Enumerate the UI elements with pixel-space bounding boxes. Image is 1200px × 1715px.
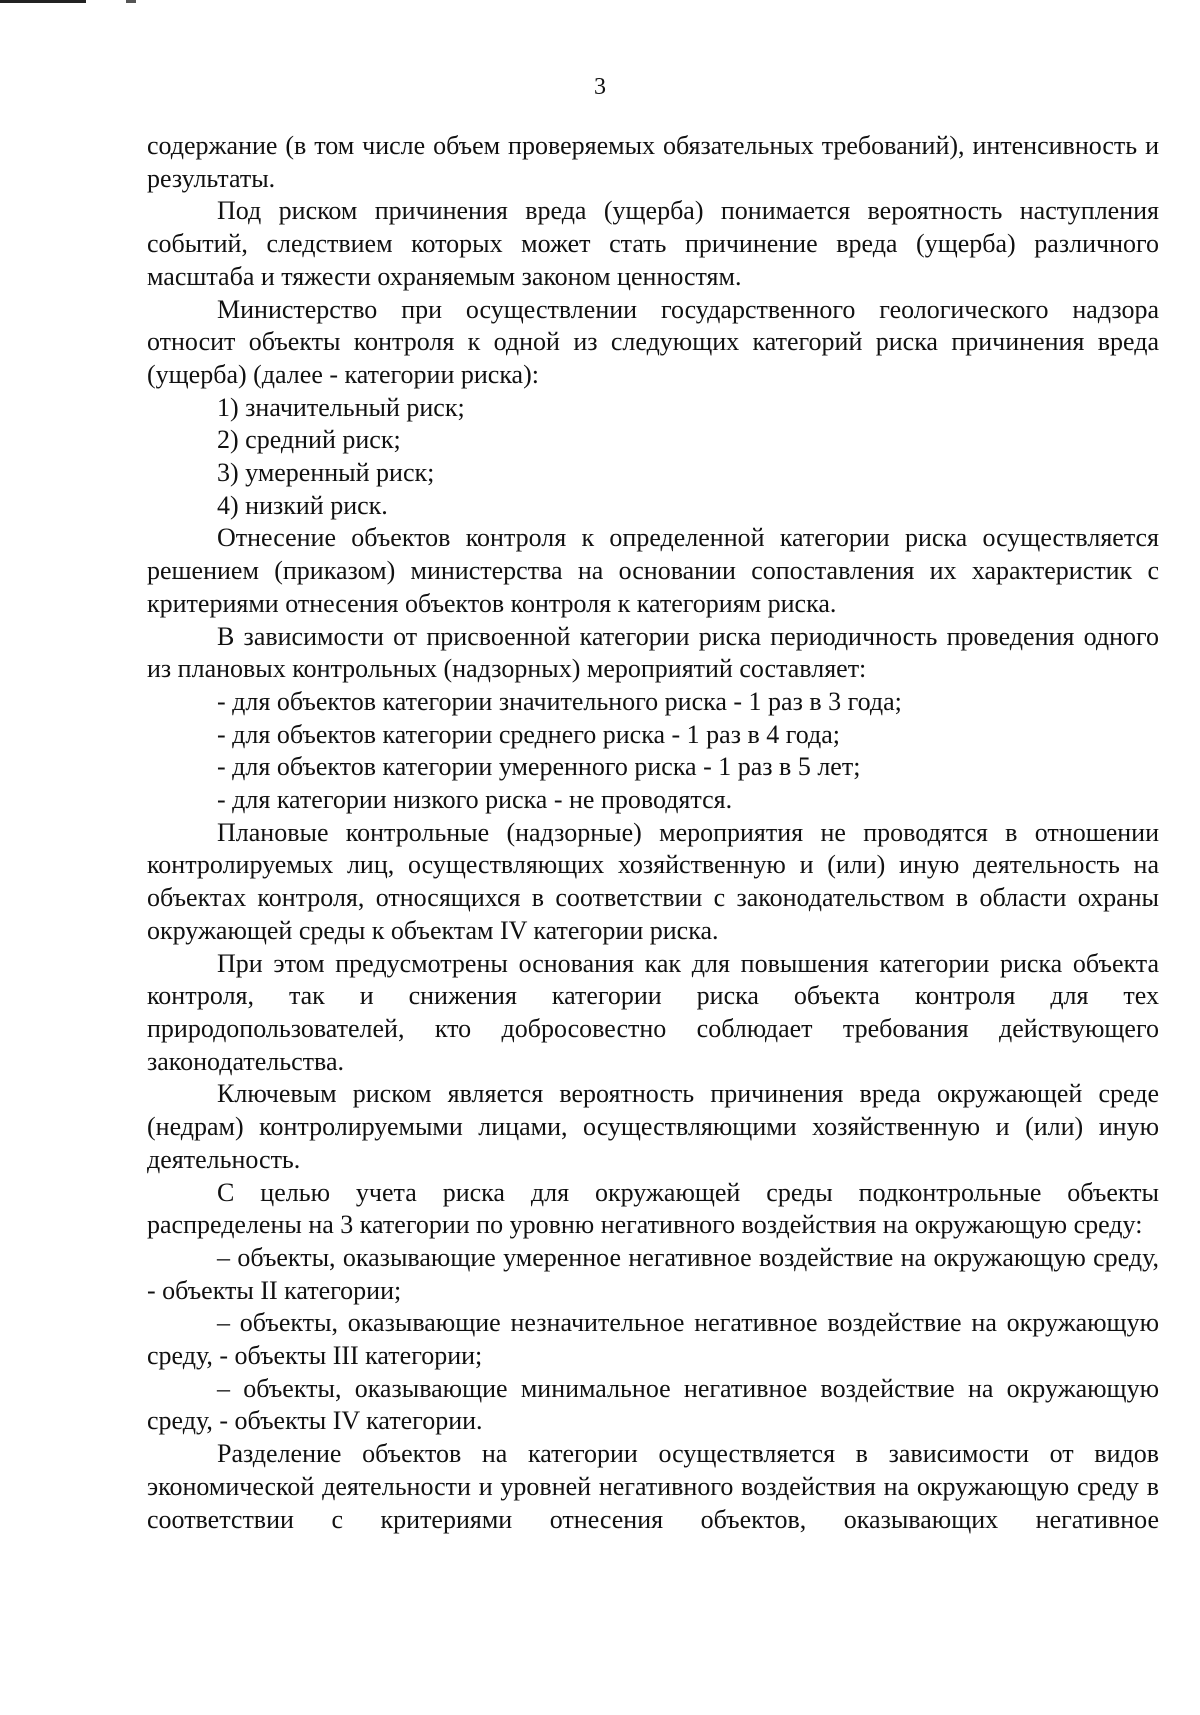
list-item-risk-moderate: 3) умеренный риск; xyxy=(217,458,435,488)
list-item-frequency-low: - для категории низкого риска - не проводятся. xyxy=(217,785,733,815)
list-item-risk-significant: 1) значительный риск; xyxy=(217,392,465,422)
list-item-frequency-moderate: - для объектов категории умеренного риска - 1 раз в 5 лет; xyxy=(217,752,861,782)
paragraph-environment-categories: С целью учета риска для окружающей среды подконтрольные объекты распределены на 3 категории по уровню негативного воздействия на окружающую среду: xyxy=(147,1177,1159,1240)
paragraph-category-change-grounds: При этом предусмотрены основания как для повышения категории риска объекта контроля, так и снижения категории риска объекта контроля для тех природопользователей, кто добросовестно соблюдает требования действующего законодательства. xyxy=(147,948,1159,1076)
list-item-risk-low: 4) низкий риск. xyxy=(217,490,388,520)
paragraph-risk-definition: Под риском причинения вреда (ущерба) понимается вероятность наступления событий, следствием которых может стать причинение вреда (ущерба) различного масштаба и тяжести охраняемым законом ценностям. xyxy=(147,196,1159,291)
paragraph-category-division: Разделение объектов на категории осуществляется в зависимости от видов экономической деятельности и уровней негативного воздействия на окружающую среду в соответствии с критериями отнесения объектов, оказывающих негативное xyxy=(147,1439,1159,1534)
paragraph-inspection-frequency: В зависимости от присвоенной категории риска периодичность проведения одного из плановых контрольных (надзорных) мероприятий составляет: xyxy=(147,621,1159,684)
document-body xyxy=(147,130,1159,1536)
page-number: 3 xyxy=(594,74,606,100)
scan-edge-mark xyxy=(0,0,86,3)
paragraph-key-risk: Ключевым риском является вероятность причинения вреда окружающей среде (недрам) контролируемыми лицами, осуществляющими хозяйственную и (или) иную деятельность. xyxy=(147,1079,1159,1174)
paragraph-planned-exemption: Плановые контрольные (надзорные) мероприятия не проводятся в отношении контролируемых лиц, осуществляющих хозяйственную и (или) иную деятельность на объектах контроля, относящихся в соответствии с законодательством в области охраны окружающей среды к объектам IV категории риска. xyxy=(147,817,1159,945)
list-item-frequency-medium: - для объектов категории среднего риска - 1 раз в 4 года; xyxy=(217,719,840,749)
list-item-category-iii: – объекты, оказывающие незначительное негативное воздействие на окружающую среду, - объекты III категории; xyxy=(147,1308,1159,1371)
paragraph-risk-categories-intro: Министерство при осуществлении государственного геологического надзора относит объекты контроля к одной из следующих категорий риска причинения вреда (ущерба) (далее - категории риска): xyxy=(147,294,1159,389)
list-item-category-iv: – объекты, оказывающие минимальное негативное воздействие на окружающую среду, - объекты IV категории. xyxy=(147,1373,1159,1436)
list-item-risk-medium: 2) средний риск; xyxy=(217,425,401,455)
paragraph-subject-content: содержание (в том числе объем проверяемых обязательных требований), интенсивность и результаты. xyxy=(147,131,1159,193)
scan-edge-dot xyxy=(126,0,136,3)
list-item-frequency-significant: - для объектов категории значительного риска - 1 раз в 3 года; xyxy=(217,686,902,716)
list-item-category-ii: – объекты, оказывающие умеренное негативное воздействие на окружающую среду, - объекты II категории; xyxy=(147,1242,1159,1305)
paragraph-category-assignment: Отнесение объектов контроля к определенной категории риска осуществляется решением (приказом) министерства на основании сопоставления их характеристик с критериями отнесения объектов контроля к категориям риска. xyxy=(147,523,1159,618)
